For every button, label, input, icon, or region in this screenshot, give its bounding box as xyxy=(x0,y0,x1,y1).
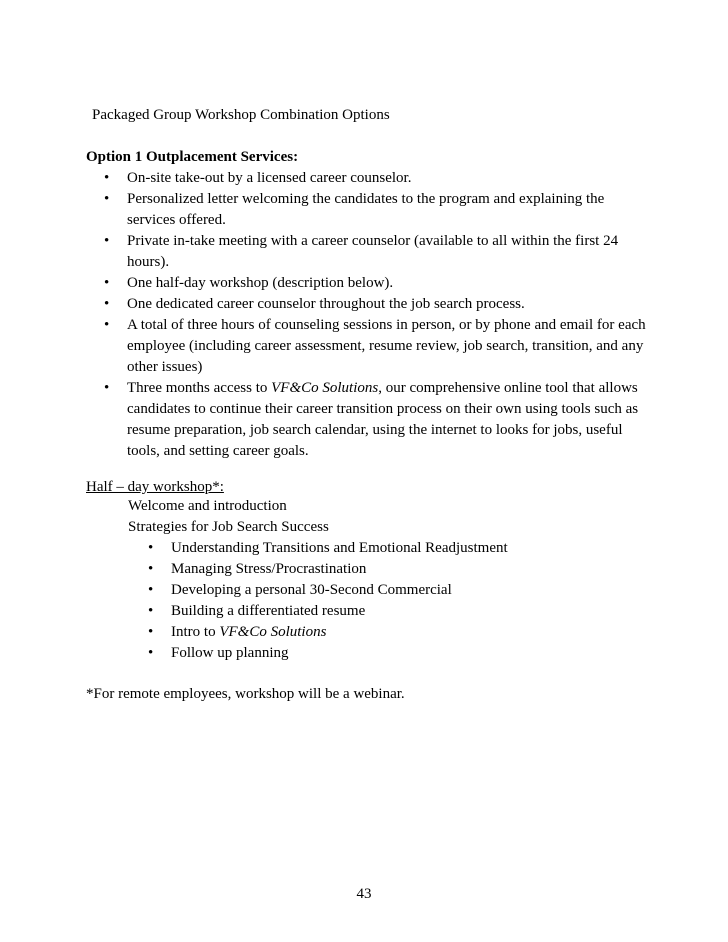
workshop-title: Half – day workshop*: xyxy=(86,479,224,495)
bullet-icon: • xyxy=(148,561,154,577)
list-item: • Follow up planning xyxy=(128,643,508,664)
page-heading: Packaged Group Workshop Combination Options xyxy=(92,107,390,123)
workshop-strategies: Strategies for Job Search Success xyxy=(128,519,329,535)
remote-note: *For remote employees, workshop will be a webinar. xyxy=(86,686,405,702)
list-item: • Three months access to VF&Co Solutions, our comprehensive online tool that allows candidates to continue their career transition process on their own using tools such as resume preparation, job search calendar, using the internet to looks for jobs, useful tools, and setting career goals. xyxy=(104,380,639,459)
list-item: • Private in-take meeting with a career counselor (available to all within the first 24 hours). xyxy=(104,233,619,270)
bullet-icon: • xyxy=(104,191,110,207)
list-item: • Personalized letter welcoming the candidates to the program and explaining the services offered. xyxy=(104,191,605,228)
bullet-icon: • xyxy=(104,233,110,249)
list-item: • On-site take-out by a licensed career counselor. xyxy=(86,168,646,189)
list-item: • Intro to VF&Co Solutions xyxy=(128,622,508,643)
list-item: • Developing a personal 30-Second Commercial xyxy=(128,580,508,601)
bullet-icon: • xyxy=(104,317,110,333)
list-item: • Understanding Transitions and Emotional Readjustment xyxy=(128,538,508,559)
option1-list xyxy=(86,168,646,462)
list-item: • Managing Stress/Procrastination xyxy=(128,559,508,580)
list-item: • One dedicated career counselor throughout the job search process. xyxy=(86,294,646,315)
option1-title: Option 1 Outplacement Services: xyxy=(86,149,299,165)
bullet-icon: • xyxy=(104,380,110,396)
workshop-list xyxy=(128,538,508,664)
workshop-welcome: Welcome and introduction xyxy=(128,498,287,514)
list-item: • A total of three hours of counseling sessions in person, or by phone and email for each employee (including career assessment, resume review, job search, transition, and any other issues) xyxy=(104,317,646,375)
bullet-icon: • xyxy=(148,603,154,619)
bullet-icon: • xyxy=(148,624,154,640)
bullet-icon: • xyxy=(104,170,110,186)
bullet-icon: • xyxy=(148,540,154,556)
bullet-icon: • xyxy=(104,275,110,291)
page-number: 43 xyxy=(356,886,372,902)
bullet-icon: • xyxy=(148,582,154,598)
bullet-icon: • xyxy=(104,296,110,312)
list-item: • Building a differentiated resume xyxy=(128,601,508,622)
product-name: VF&Co Solutions xyxy=(271,380,379,396)
list-item: • One half-day workshop (description below). xyxy=(86,273,646,294)
product-name: VF&Co Solutions xyxy=(219,624,327,640)
bullet-icon: • xyxy=(148,645,154,661)
